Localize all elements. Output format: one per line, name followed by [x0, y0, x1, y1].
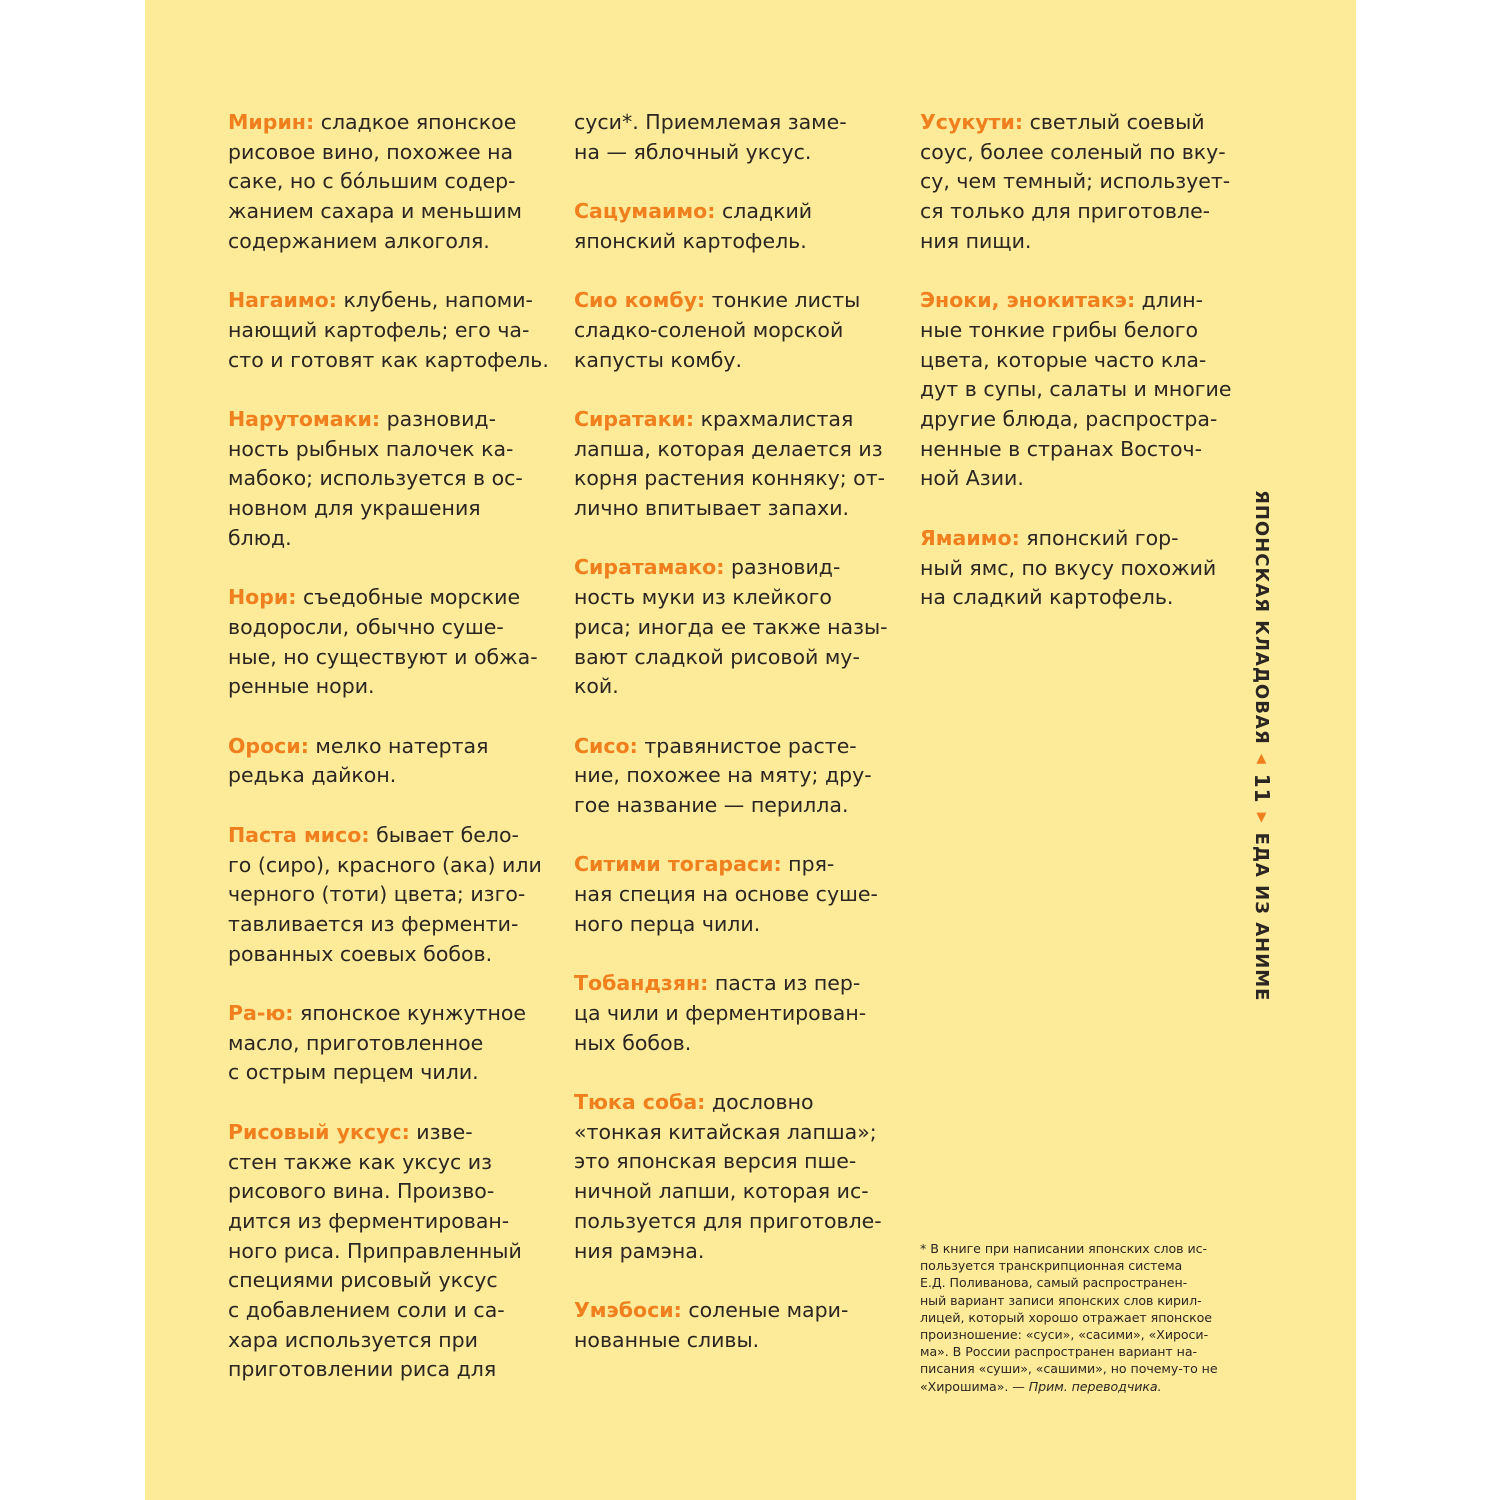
glossary-term: Сиратамако: — [574, 555, 725, 580]
definition-line: нованные сливы. — [574, 1327, 760, 1352]
glossary-term: Сисо: — [574, 733, 638, 758]
definition-line: разновид- — [380, 407, 496, 431]
glossary-column-3 — [920, 108, 1230, 643]
glossary-term: Мирин: — [228, 110, 315, 134]
definition-line: изве- — [409, 1119, 473, 1144]
footnote-line: ный вариант записи японских слов кирил- — [920, 1292, 1202, 1308]
definition-line: ный ямс, по вкусу похожий — [920, 555, 1217, 580]
definition-line: японское кунжутное — [293, 1001, 527, 1025]
definition-line: сто и готовят как картофель. — [228, 347, 549, 372]
definition-line: другие блюда, распростра- — [920, 407, 1218, 432]
glossary-entry — [574, 969, 884, 1058]
definition-line: ние, похожее на мяту; дру- — [574, 763, 872, 788]
glossary-term: Умэбоси: — [574, 1297, 682, 1322]
definition-line: тавливается из ферменти- — [228, 911, 519, 936]
glossary-entry — [920, 286, 1230, 494]
definition-line: сладкое японское — [314, 110, 517, 134]
definition-line: крахмалистая — [694, 406, 854, 431]
glossary-term: Эноки, энокитакэ: — [920, 288, 1136, 313]
glossary-entry — [228, 1118, 538, 1385]
definition-line: с добавлением соли и са- — [228, 1298, 505, 1323]
glossary-entry — [574, 108, 884, 167]
definition-line: лапша, которая делается из — [574, 436, 883, 461]
definition-line: сладкий — [715, 199, 813, 224]
glossary-entry — [228, 405, 538, 554]
glossary-term: Тобандзян: — [574, 971, 709, 996]
definition-line: ненные в странах Восточ- — [920, 436, 1203, 461]
right-marker-icon: ▶ — [1254, 812, 1270, 824]
definition-line: рисового вина. Произво- — [228, 1179, 495, 1204]
definition-line: кой. — [574, 674, 619, 699]
glossary-term: Ситими тогараси: — [574, 852, 782, 877]
definition-line: пользуется для приготовле- — [574, 1208, 882, 1233]
definition-line: длин- — [1135, 288, 1204, 313]
glossary-entry — [228, 583, 538, 702]
glossary-term: Сиратаки: — [574, 406, 695, 431]
definition-line: соус, более соленый по вку- — [920, 139, 1226, 164]
glossary-entry — [920, 524, 1230, 613]
definition-line: японский гор- — [1019, 525, 1179, 550]
glossary-entry — [574, 197, 884, 256]
definition-line: редька дайкон. — [228, 763, 397, 788]
definition-line: ные тонкие грибы белого — [920, 317, 1199, 342]
glossary-term: Нагаимо: — [228, 288, 337, 313]
definition-line: ца чили и ферментирован- — [574, 1000, 867, 1025]
definition-line: дословно — [705, 1090, 814, 1115]
glossary-term: Ра-ю: — [228, 1001, 294, 1025]
definition-line: корня растения конняку; от- — [574, 466, 886, 491]
definition-line: на — яблочный уксус. — [574, 139, 812, 164]
definition-line: масло, приготовленное — [228, 1030, 484, 1055]
glossary-term: Ямаимо: — [920, 525, 1020, 550]
page-number: 11 — [1250, 773, 1274, 804]
glossary-entry — [228, 732, 538, 791]
definition-line: приготовлении риса для — [228, 1357, 497, 1382]
glossary-term: Сацумаимо: — [574, 199, 716, 224]
glossary-term: Усукути: — [920, 110, 1024, 134]
footnote-line: * В книге при написании японских слов ис- — [920, 1241, 1207, 1256]
definition-line: клубень, напоми- — [336, 288, 533, 313]
glossary-entry — [920, 108, 1230, 257]
definition-line: это японская версия пше- — [574, 1149, 857, 1174]
translator-footnote — [920, 1240, 1220, 1395]
glossary-column-2 — [574, 108, 888, 1385]
glossary-entry — [228, 108, 538, 257]
definition-line: ния рамэна. — [574, 1238, 705, 1263]
definition-line: мабоко; используется в ос- — [228, 466, 523, 491]
definition-line: ная специя на основе суше- — [574, 882, 878, 907]
left-marker-icon: ◀ — [1254, 753, 1270, 765]
definition-line: ных бобов. — [574, 1030, 692, 1055]
definition-line: новном для украшения — [228, 496, 481, 521]
definition-line: блюд. — [228, 525, 292, 550]
definition-line: съедобные морские — [296, 585, 521, 610]
definition-line: тонкие листы — [705, 288, 861, 313]
definition-line: дут в супы, салаты и многие — [920, 377, 1232, 402]
definition-line: ность рыбных палочек ка- — [228, 436, 514, 461]
glossary-term: Тюка соба: — [574, 1090, 706, 1115]
definition-line: ные, но существуют и обжа- — [228, 644, 538, 669]
definition-line: го (сиро), красного (ака) или — [228, 852, 542, 877]
definition-line: сладко-соленой морской — [574, 317, 844, 342]
glossary-term: Сио комбу: — [574, 288, 706, 313]
footnote-line: писания «суши», «сашими», но почему-то не — [920, 1361, 1218, 1377]
glossary-entry — [574, 286, 884, 375]
footnote-line: ма». В России распространен вариант на- — [920, 1344, 1198, 1360]
definition-line: на сладкий картофель. — [920, 585, 1174, 610]
definition-line: содержанием алкоголя. — [228, 228, 490, 253]
definition-line: ного перца чили. — [574, 911, 761, 936]
footnote-line: произношение: «суси», «сасими», «Хироси- — [920, 1327, 1209, 1343]
definition-line: ничной лапши, которая ис- — [574, 1179, 869, 1204]
definition-line: хара используется при — [228, 1327, 478, 1352]
definition-line: черного (тоти) цвета; изго- — [228, 882, 526, 907]
footnote-line: пользуется транскрипционная система — [920, 1258, 1183, 1274]
footnote-line: лицей, который хорошо отражает японское — [920, 1309, 1212, 1325]
definition-line: светлый соевый — [1023, 110, 1205, 134]
definition-line: специями рисовый уксус — [228, 1268, 498, 1293]
definition-line: гое название — перилла. — [574, 793, 849, 818]
definition-line: травянистое расте- — [637, 733, 857, 758]
definition-line: су, чем темный; использует- — [920, 169, 1231, 194]
glossary-term: Рисовый уксус: — [228, 1119, 410, 1144]
definition-line: саке, но с бо́льшим содер- — [228, 169, 516, 194]
definition-line: паста из пер- — [708, 971, 861, 996]
definition-line: дится из ферментирован- — [228, 1208, 510, 1233]
glossary-entry — [574, 1088, 884, 1266]
definition-line: жанием сахара и меньшим — [228, 199, 522, 224]
definition-line: капусты комбу. — [574, 347, 743, 372]
definition-line: вают сладкой рисовой му- — [574, 644, 860, 669]
book-title: ЕДА ИЗ АНИМЕ — [1251, 832, 1273, 1002]
glossary-entry — [574, 1296, 884, 1355]
section-title: ЯПОНСКАЯ КЛАДОВАЯ — [1251, 490, 1273, 745]
glossary-column-1 — [228, 108, 549, 1415]
definition-line: ность муки из клейкого — [574, 585, 832, 610]
definition-line: рисовое вино, похожее на — [228, 139, 514, 164]
definition-line: ного риса. Приправленный — [228, 1238, 522, 1263]
definition-line: водоросли, обычно суше- — [228, 614, 504, 639]
definition-line: лично впитывает запахи. — [574, 496, 850, 521]
definition-line: мелко натертая — [308, 733, 489, 758]
definition-line: «тонкая китайская лапша»; — [574, 1119, 877, 1144]
definition-line: ния пищи. — [920, 228, 1032, 253]
definition-line: ся только для приготовле- — [920, 199, 1211, 224]
glossary-entry — [228, 286, 549, 375]
definition-line: ренные нори. — [228, 674, 375, 699]
glossary-term: Ороси: — [228, 733, 309, 758]
glossary-term: Паста мисо: — [228, 822, 370, 847]
definition-line: нающий картофель; его ча- — [228, 317, 530, 342]
definition-line: пря- — [781, 852, 835, 877]
definition-line: разновид- — [724, 555, 841, 580]
definition-line: цвета, которые часто кла- — [920, 347, 1207, 372]
glossary-term: Нарутомаки: — [228, 407, 381, 431]
definition-line: бывает бело- — [369, 822, 519, 847]
glossary-entry — [574, 850, 884, 939]
running-header — [1250, 490, 1276, 1002]
definition-line: соленые мари- — [681, 1297, 849, 1322]
glossary-entry — [228, 821, 542, 970]
glossary-entry — [574, 405, 884, 524]
definition-line: японский картофель. — [574, 228, 807, 253]
footnote-line: «Хирошима». — Прим. переводчика. — [920, 1378, 1162, 1394]
glossary-entry — [228, 999, 538, 1088]
translator-note: Прим. переводчика. — [1028, 1378, 1162, 1394]
definition-line: рованных соевых бобов. — [228, 941, 493, 966]
definition-line: риса; иногда ее также назы- — [574, 614, 888, 639]
footnote-line: Е.Д. Поливанова, самый распространен- — [920, 1275, 1188, 1291]
definition-line: с острым перцем чили. — [228, 1060, 479, 1085]
definition-line: стен также как уксус из — [228, 1149, 492, 1174]
glossary-entry — [574, 553, 888, 702]
glossary-term: Нори: — [228, 585, 297, 610]
definition-line: ной Азии. — [920, 466, 1024, 491]
glossary-entry — [574, 732, 884, 821]
definition-line: суси*. Приемлемая заме- — [574, 110, 847, 134]
